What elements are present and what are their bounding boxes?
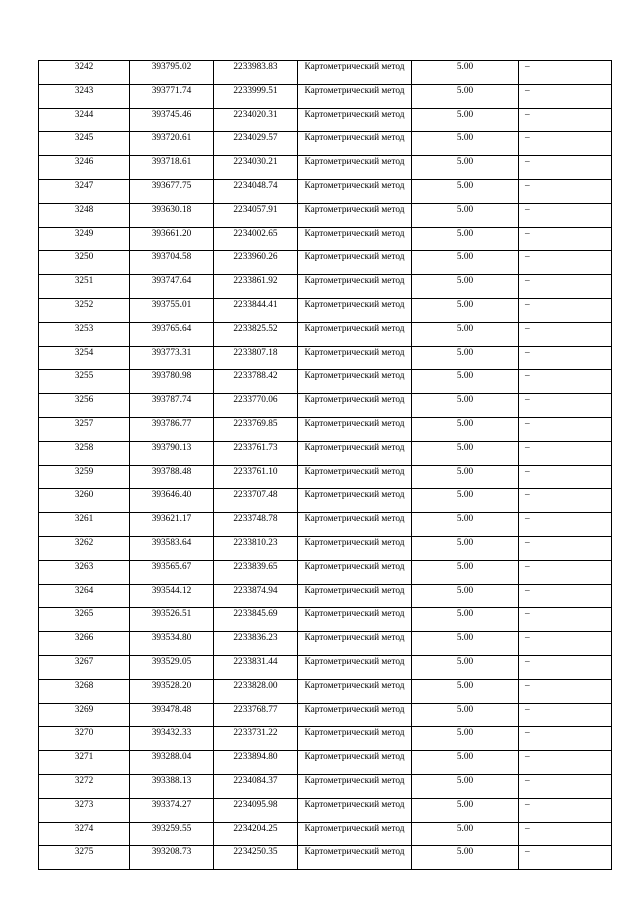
description-cell: –	[519, 465, 612, 489]
method-cell: Картометрический метод	[298, 584, 412, 608]
accuracy-cell: 5.00	[412, 61, 519, 85]
y-coordinate-cell: 2233748.78	[214, 513, 298, 537]
table-row	[39, 751, 612, 775]
point-number-cell: 3264	[39, 584, 130, 608]
accuracy-cell: 5.00	[412, 298, 519, 322]
point-number-cell: 3253	[39, 322, 130, 346]
accuracy-cell: 5.00	[412, 679, 519, 703]
method-cell: Картометрический метод	[298, 798, 412, 822]
method-cell: Картометрический метод	[298, 751, 412, 775]
x-coordinate-cell: 393677.75	[130, 179, 214, 203]
point-number-cell: 3244	[39, 108, 130, 132]
method-cell: Картометрический метод	[298, 132, 412, 156]
description-cell: –	[519, 608, 612, 632]
point-number-cell: 3243	[39, 84, 130, 108]
accuracy-cell: 5.00	[412, 370, 519, 394]
table-row	[39, 822, 612, 846]
y-coordinate-cell: 2233807.18	[214, 346, 298, 370]
y-coordinate-cell: 2233839.65	[214, 560, 298, 584]
description-cell: –	[519, 798, 612, 822]
table-row	[39, 489, 612, 513]
x-coordinate-cell: 393780.98	[130, 370, 214, 394]
description-cell: –	[519, 132, 612, 156]
description-cell: –	[519, 156, 612, 180]
point-number-cell: 3275	[39, 846, 130, 870]
y-coordinate-cell: 2233769.85	[214, 417, 298, 441]
point-number-cell: 3256	[39, 394, 130, 418]
description-cell: –	[519, 394, 612, 418]
accuracy-cell: 5.00	[412, 179, 519, 203]
method-cell: Картометрический метод	[298, 536, 412, 560]
x-coordinate-cell: 393208.73	[130, 846, 214, 870]
point-number-cell: 3260	[39, 489, 130, 513]
y-coordinate-cell: 2233845.69	[214, 608, 298, 632]
point-number-cell: 3274	[39, 822, 130, 846]
accuracy-cell: 5.00	[412, 465, 519, 489]
x-coordinate-cell: 393478.48	[130, 703, 214, 727]
table-row	[39, 560, 612, 584]
point-number-cell: 3270	[39, 727, 130, 751]
y-coordinate-cell: 2233831.44	[214, 655, 298, 679]
x-coordinate-cell: 393787.74	[130, 394, 214, 418]
table-row	[39, 370, 612, 394]
accuracy-cell: 5.00	[412, 132, 519, 156]
method-cell: Картометрический метод	[298, 322, 412, 346]
table-row	[39, 61, 612, 85]
method-cell: Картометрический метод	[298, 727, 412, 751]
description-cell: –	[519, 584, 612, 608]
accuracy-cell: 5.00	[412, 798, 519, 822]
y-coordinate-cell: 2233894.80	[214, 751, 298, 775]
table-row	[39, 584, 612, 608]
table-row	[39, 536, 612, 560]
y-coordinate-cell: 2233828.00	[214, 679, 298, 703]
point-number-cell: 3252	[39, 298, 130, 322]
coordinates-table-body	[39, 61, 612, 870]
table-row	[39, 179, 612, 203]
table-row	[39, 203, 612, 227]
description-cell: –	[519, 179, 612, 203]
point-number-cell: 3250	[39, 251, 130, 275]
y-coordinate-cell: 2234020.31	[214, 108, 298, 132]
method-cell: Картометрический метод	[298, 394, 412, 418]
accuracy-cell: 5.00	[412, 584, 519, 608]
x-coordinate-cell: 393288.04	[130, 751, 214, 775]
coordinates-table	[38, 60, 612, 870]
method-cell: Картометрический метод	[298, 513, 412, 537]
description-cell: –	[519, 441, 612, 465]
x-coordinate-cell: 393534.80	[130, 632, 214, 656]
x-coordinate-cell: 393755.01	[130, 298, 214, 322]
method-cell: Картометрический метод	[298, 108, 412, 132]
description-cell: –	[519, 751, 612, 775]
point-number-cell: 3267	[39, 655, 130, 679]
x-coordinate-cell: 393259.55	[130, 822, 214, 846]
description-cell: –	[519, 679, 612, 703]
point-number-cell: 3266	[39, 632, 130, 656]
x-coordinate-cell: 393745.46	[130, 108, 214, 132]
x-coordinate-cell: 393388.13	[130, 774, 214, 798]
description-cell: –	[519, 489, 612, 513]
point-number-cell: 3251	[39, 275, 130, 299]
description-cell: –	[519, 536, 612, 560]
method-cell: Картометрический метод	[298, 703, 412, 727]
table-row	[39, 417, 612, 441]
y-coordinate-cell: 2234029.57	[214, 132, 298, 156]
accuracy-cell: 5.00	[412, 727, 519, 751]
y-coordinate-cell: 2234095.98	[214, 798, 298, 822]
description-cell: –	[519, 251, 612, 275]
point-number-cell: 3272	[39, 774, 130, 798]
x-coordinate-cell: 393432.33	[130, 727, 214, 751]
description-cell: –	[519, 513, 612, 537]
x-coordinate-cell: 393621.17	[130, 513, 214, 537]
x-coordinate-cell: 393565.67	[130, 560, 214, 584]
y-coordinate-cell: 2233768.77	[214, 703, 298, 727]
y-coordinate-cell: 2233999.51	[214, 84, 298, 108]
table-row	[39, 608, 612, 632]
accuracy-cell: 5.00	[412, 203, 519, 227]
method-cell: Картометрический метод	[298, 156, 412, 180]
accuracy-cell: 5.00	[412, 822, 519, 846]
description-cell: –	[519, 632, 612, 656]
accuracy-cell: 5.00	[412, 394, 519, 418]
x-coordinate-cell: 393661.20	[130, 227, 214, 251]
accuracy-cell: 5.00	[412, 417, 519, 441]
accuracy-cell: 5.00	[412, 560, 519, 584]
table-row	[39, 132, 612, 156]
description-cell: –	[519, 560, 612, 584]
table-row	[39, 156, 612, 180]
method-cell: Картометрический метод	[298, 251, 412, 275]
description-cell: –	[519, 322, 612, 346]
y-coordinate-cell: 2233844.41	[214, 298, 298, 322]
y-coordinate-cell: 2233761.73	[214, 441, 298, 465]
table-row	[39, 108, 612, 132]
point-number-cell: 3268	[39, 679, 130, 703]
accuracy-cell: 5.00	[412, 227, 519, 251]
table-row	[39, 513, 612, 537]
point-number-cell: 3245	[39, 132, 130, 156]
description-cell: –	[519, 774, 612, 798]
x-coordinate-cell: 393795.02	[130, 61, 214, 85]
point-number-cell: 3269	[39, 703, 130, 727]
point-number-cell: 3249	[39, 227, 130, 251]
method-cell: Картометрический метод	[298, 61, 412, 85]
y-coordinate-cell: 2234250.35	[214, 846, 298, 870]
point-number-cell: 3254	[39, 346, 130, 370]
table-row	[39, 727, 612, 751]
x-coordinate-cell: 393771.74	[130, 84, 214, 108]
x-coordinate-cell: 393646.40	[130, 489, 214, 513]
y-coordinate-cell: 2233770.06	[214, 394, 298, 418]
method-cell: Картометрический метод	[298, 346, 412, 370]
y-coordinate-cell: 2233731.22	[214, 727, 298, 751]
table-row	[39, 322, 612, 346]
point-number-cell: 3263	[39, 560, 130, 584]
accuracy-cell: 5.00	[412, 774, 519, 798]
table-row	[39, 394, 612, 418]
y-coordinate-cell: 2234002.65	[214, 227, 298, 251]
accuracy-cell: 5.00	[412, 632, 519, 656]
point-number-cell: 3271	[39, 751, 130, 775]
x-coordinate-cell: 393747.64	[130, 275, 214, 299]
y-coordinate-cell: 2233874.94	[214, 584, 298, 608]
accuracy-cell: 5.00	[412, 441, 519, 465]
y-coordinate-cell: 2234030.21	[214, 156, 298, 180]
description-cell: –	[519, 727, 612, 751]
description-cell: –	[519, 227, 612, 251]
point-number-cell: 3262	[39, 536, 130, 560]
description-cell: –	[519, 822, 612, 846]
accuracy-cell: 5.00	[412, 703, 519, 727]
method-cell: Картометрический метод	[298, 227, 412, 251]
y-coordinate-cell: 2233861.92	[214, 275, 298, 299]
method-cell: Картометрический метод	[298, 84, 412, 108]
point-number-cell: 3246	[39, 156, 130, 180]
table-row	[39, 846, 612, 870]
method-cell: Картометрический метод	[298, 489, 412, 513]
accuracy-cell: 5.00	[412, 489, 519, 513]
point-number-cell: 3259	[39, 465, 130, 489]
y-coordinate-cell: 2234204.25	[214, 822, 298, 846]
accuracy-cell: 5.00	[412, 751, 519, 775]
x-coordinate-cell: 393529.05	[130, 655, 214, 679]
x-coordinate-cell: 393786.77	[130, 417, 214, 441]
table-row	[39, 774, 612, 798]
y-coordinate-cell: 2233960.26	[214, 251, 298, 275]
y-coordinate-cell: 2234048.74	[214, 179, 298, 203]
x-coordinate-cell: 393526.51	[130, 608, 214, 632]
method-cell: Картометрический метод	[298, 846, 412, 870]
point-number-cell: 3265	[39, 608, 130, 632]
point-number-cell: 3248	[39, 203, 130, 227]
method-cell: Картометрический метод	[298, 679, 412, 703]
point-number-cell: 3242	[39, 61, 130, 85]
accuracy-cell: 5.00	[412, 608, 519, 632]
accuracy-cell: 5.00	[412, 275, 519, 299]
x-coordinate-cell: 393528.20	[130, 679, 214, 703]
method-cell: Картометрический метод	[298, 203, 412, 227]
accuracy-cell: 5.00	[412, 536, 519, 560]
method-cell: Картометрический метод	[298, 179, 412, 203]
x-coordinate-cell: 393790.13	[130, 441, 214, 465]
method-cell: Картометрический метод	[298, 275, 412, 299]
description-cell: –	[519, 298, 612, 322]
x-coordinate-cell: 393704.58	[130, 251, 214, 275]
point-number-cell: 3257	[39, 417, 130, 441]
description-cell: –	[519, 703, 612, 727]
description-cell: –	[519, 108, 612, 132]
table-row	[39, 251, 612, 275]
description-cell: –	[519, 61, 612, 85]
table-row	[39, 632, 612, 656]
x-coordinate-cell: 393773.31	[130, 346, 214, 370]
x-coordinate-cell: 393544.12	[130, 584, 214, 608]
description-cell: –	[519, 203, 612, 227]
method-cell: Картометрический метод	[298, 560, 412, 584]
accuracy-cell: 5.00	[412, 108, 519, 132]
accuracy-cell: 5.00	[412, 513, 519, 537]
table-row	[39, 227, 612, 251]
accuracy-cell: 5.00	[412, 156, 519, 180]
method-cell: Картометрический метод	[298, 370, 412, 394]
point-number-cell: 3273	[39, 798, 130, 822]
description-cell: –	[519, 84, 612, 108]
x-coordinate-cell: 393630.18	[130, 203, 214, 227]
table-row	[39, 346, 612, 370]
table-row	[39, 441, 612, 465]
table-row	[39, 679, 612, 703]
point-number-cell: 3258	[39, 441, 130, 465]
table-row	[39, 655, 612, 679]
accuracy-cell: 5.00	[412, 251, 519, 275]
x-coordinate-cell: 393374.27	[130, 798, 214, 822]
table-row	[39, 275, 612, 299]
y-coordinate-cell: 2233810.23	[214, 536, 298, 560]
table-row	[39, 298, 612, 322]
accuracy-cell: 5.00	[412, 322, 519, 346]
x-coordinate-cell: 393720.61	[130, 132, 214, 156]
method-cell: Картометрический метод	[298, 441, 412, 465]
accuracy-cell: 5.00	[412, 655, 519, 679]
point-number-cell: 3261	[39, 513, 130, 537]
method-cell: Картометрический метод	[298, 774, 412, 798]
description-cell: –	[519, 655, 612, 679]
point-number-cell: 3247	[39, 179, 130, 203]
description-cell: –	[519, 370, 612, 394]
x-coordinate-cell: 393583.64	[130, 536, 214, 560]
description-cell: –	[519, 275, 612, 299]
method-cell: Картометрический метод	[298, 608, 412, 632]
method-cell: Картометрический метод	[298, 465, 412, 489]
x-coordinate-cell: 393765.64	[130, 322, 214, 346]
method-cell: Картометрический метод	[298, 655, 412, 679]
x-coordinate-cell: 393718.61	[130, 156, 214, 180]
table-row	[39, 703, 612, 727]
method-cell: Картометрический метод	[298, 632, 412, 656]
y-coordinate-cell: 2233836.23	[214, 632, 298, 656]
y-coordinate-cell: 2233983.83	[214, 61, 298, 85]
y-coordinate-cell: 2233707.48	[214, 489, 298, 513]
table-row	[39, 798, 612, 822]
accuracy-cell: 5.00	[412, 846, 519, 870]
y-coordinate-cell: 2233761.10	[214, 465, 298, 489]
y-coordinate-cell: 2233825.52	[214, 322, 298, 346]
accuracy-cell: 5.00	[412, 346, 519, 370]
y-coordinate-cell: 2234084.37	[214, 774, 298, 798]
description-cell: –	[519, 346, 612, 370]
method-cell: Картометрический метод	[298, 298, 412, 322]
x-coordinate-cell: 393788.48	[130, 465, 214, 489]
table-row	[39, 84, 612, 108]
accuracy-cell: 5.00	[412, 84, 519, 108]
y-coordinate-cell: 2233788.42	[214, 370, 298, 394]
y-coordinate-cell: 2234057.91	[214, 203, 298, 227]
method-cell: Картометрический метод	[298, 417, 412, 441]
point-number-cell: 3255	[39, 370, 130, 394]
description-cell: –	[519, 417, 612, 441]
table-row	[39, 465, 612, 489]
description-cell: –	[519, 846, 612, 870]
method-cell: Картометрический метод	[298, 822, 412, 846]
